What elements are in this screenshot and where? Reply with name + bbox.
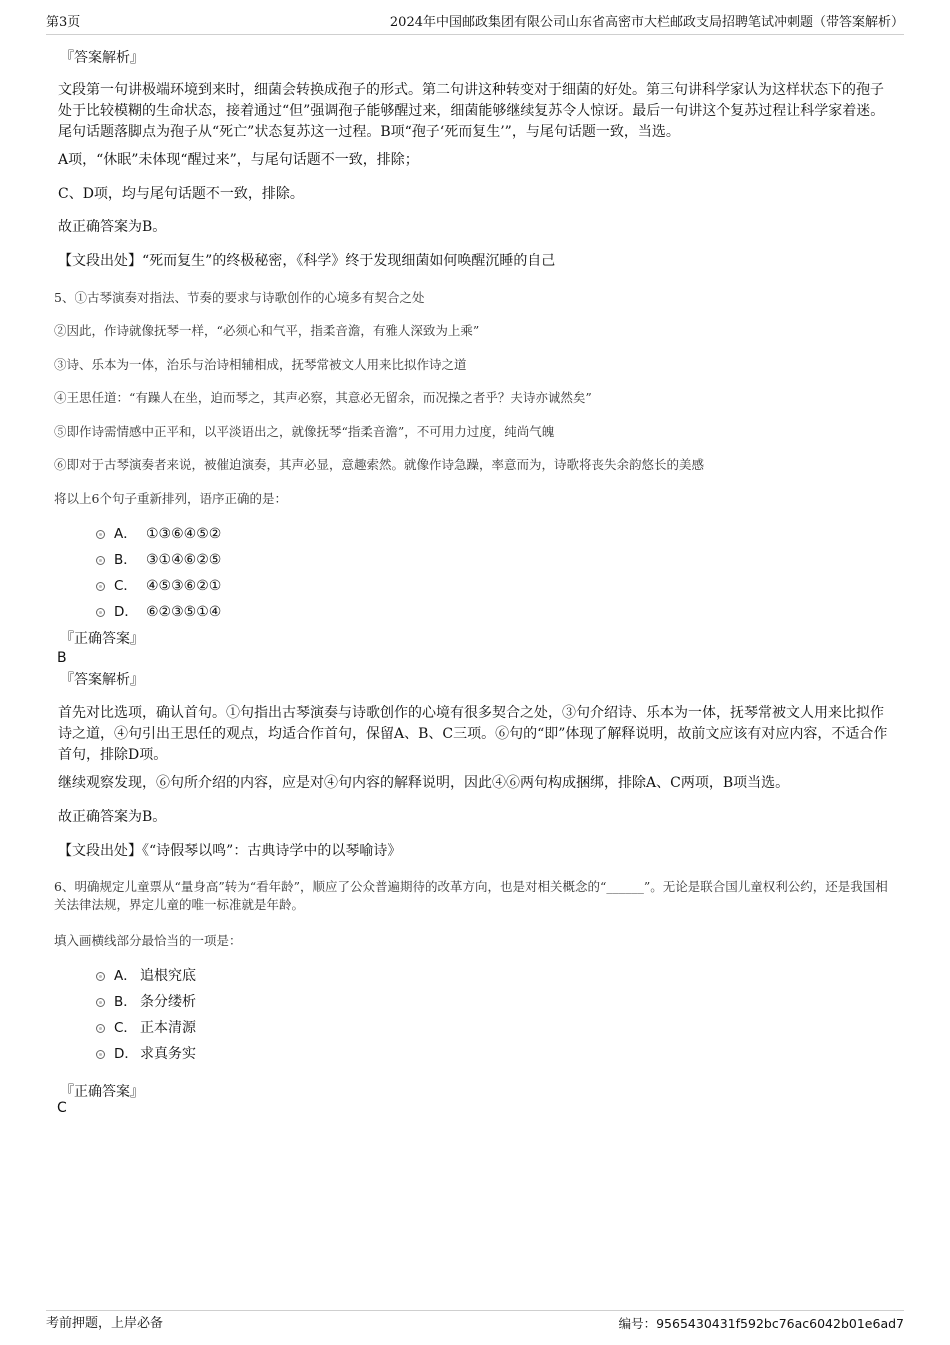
q4-analysis-label: 『答案解析』 <box>60 50 144 66</box>
document-code: 编号：9565430431f592bc76ac6042b01e6ad7 <box>618 1316 904 1331</box>
q4-source: 【文段出处】“死而复生”的终极秘密，《科学》终于发现细菌如何唤醒沉睡的自己 <box>58 253 556 269</box>
q5-analysis-label: 『答案解析』 <box>60 672 144 688</box>
q5-stem-line-2: ②因此，作诗就像抚琴一样，“必须心和气平，指柔音澹，有雅人深致为上乘” <box>54 323 480 338</box>
q4-analysis-paragraph-1: 文段第一句讲极端环境到来时，细菌会转换成孢子的形式。第二句讲这种转变对于细菌的好处。第三句讲科学家认为这样状态下的孢子处于比较模糊的生命状态，接着通过“但”强调孢子能够醒过来，细菌能够继续复苏令人惊讶。最后一句讲这个复苏过程让科学家着迷。尾句话题落脚点为孢子从“死亡”状态复苏这一过程。B项“孢子‘死而复生’”，与尾句话题一致，当选。 <box>58 82 885 140</box>
q5-stem-line-3: ③诗、乐本为一体，治乐与治诗相辅相成，抚琴常被文人用来比拟作诗之道 <box>54 357 467 372</box>
q6-answer: C <box>57 1100 67 1116</box>
q6-stem: 6、明确规定儿童票从“量身高”转为“看年龄”，顺应了公众普遍期待的改革方向，也是对相关概念的“______”。无论是联合国儿童权利公约，还是我国相关法律法规，界定儿童的唯一标准就是年龄。 <box>54 879 888 912</box>
option-text: 追根究底 <box>140 968 196 984</box>
page-number: 第3页 <box>46 15 81 30</box>
q5-prompt: 将以上6个句子重新排列，语序正确的是： <box>54 491 287 506</box>
radio-button[interactable] <box>96 582 105 591</box>
q6-answer-label: 『正确答案』 <box>60 1084 144 1100</box>
option-letter: C． <box>114 578 137 594</box>
option-text: ③①④⑥②⑤ <box>146 552 222 568</box>
q5-stem-line-5: ⑤即作诗需情感中正平和，以平淡语出之，就像抚琴“指柔音澹”，不可用力过度，纯尚气魄 <box>54 424 555 439</box>
radio-button[interactable] <box>96 1024 105 1033</box>
option-letter: B． <box>114 994 137 1010</box>
radio-button[interactable] <box>96 530 105 539</box>
option-text: 条分缕析 <box>140 994 196 1010</box>
option-text: ④⑤③⑥②① <box>146 578 222 594</box>
option-letter: B． <box>114 552 137 568</box>
footer-slogan: 考前押题，上岸必备 <box>46 1316 164 1331</box>
page-footer <box>46 1310 904 1335</box>
q6-prompt: 填入画横线部分最恰当的一项是： <box>54 933 242 948</box>
radio-button[interactable] <box>96 608 105 617</box>
option-letter: C． <box>114 1020 137 1036</box>
q5-source: 【文段出处】《“诗假琴以鸣”：古典诗学中的以琴喻诗》 <box>58 843 402 859</box>
q5-stem-line-4: ④王思任道：“有躁人在坐，迫而琴之，其声必察，其意必无留余，而况操之者乎？夫诗亦诚然矣” <box>54 390 592 405</box>
radio-button[interactable] <box>96 998 105 1007</box>
q5-answer: B <box>57 650 67 666</box>
option-text: 求真务实 <box>140 1046 196 1062</box>
q4-analysis-paragraph-3: C、D项，均与尾句话题不一致，排除。 <box>58 186 304 202</box>
q5-analysis-paragraph-1: 首先对比选项，确认首句。①句指出古琴演奏与诗歌创作的心境有很多契合之处，③句介绍诗、乐本为一体，抚琴常被文人用来比拟作诗之道，④句引出王思任的观点，均适合作首句，保留A、B、C三项。⑥句的“即”体现了解释说明，故前文应该有对应内容，不适合作首句，排除D项。 <box>58 705 888 763</box>
option-text: ①③⑥④⑤② <box>146 526 222 542</box>
q4-analysis-paragraph-2: A项，“休眠”未体现“醒过来”，与尾句话题不一致，排除； <box>58 152 419 168</box>
option-text: ⑥②③⑤①④ <box>146 604 222 620</box>
page-header <box>46 14 904 35</box>
radio-button[interactable] <box>96 972 105 981</box>
q5-analysis-paragraph-3: 故正确答案为B。 <box>58 809 167 825</box>
radio-button[interactable] <box>96 556 105 565</box>
radio-button[interactable] <box>96 1050 105 1059</box>
option-letter: A． <box>114 968 137 984</box>
document-title: 2024年中国邮政集团有限公司山东省高密市大栏邮政支局招聘笔试冲刺题（带答案解析） <box>389 15 904 30</box>
option-letter: D． <box>114 604 138 620</box>
q4-analysis-paragraph-4: 故正确答案为B。 <box>58 219 167 235</box>
q5-analysis-paragraph-2: 继续观察发现，⑥句所介绍的内容，应是对④句内容的解释说明，因此④⑥两句构成捆绑，排除A、C两项，B项当选。 <box>58 775 790 791</box>
q5-answer-label: 『正确答案』 <box>60 631 144 647</box>
option-text: 正本清源 <box>140 1020 196 1036</box>
q5-stem-line-6: ⑥即对于古琴演奏者来说，被催迫演奏，其声必显，意趣索然。就像作诗急躁，率意而为，诗歌将丧失余韵悠长的美感 <box>54 457 705 472</box>
option-letter: A． <box>114 526 137 542</box>
q5-stem-line-1: 5、①古琴演奏对指法、节奏的要求与诗歌创作的心境多有契合之处 <box>54 290 425 305</box>
option-letter: D． <box>114 1046 138 1062</box>
